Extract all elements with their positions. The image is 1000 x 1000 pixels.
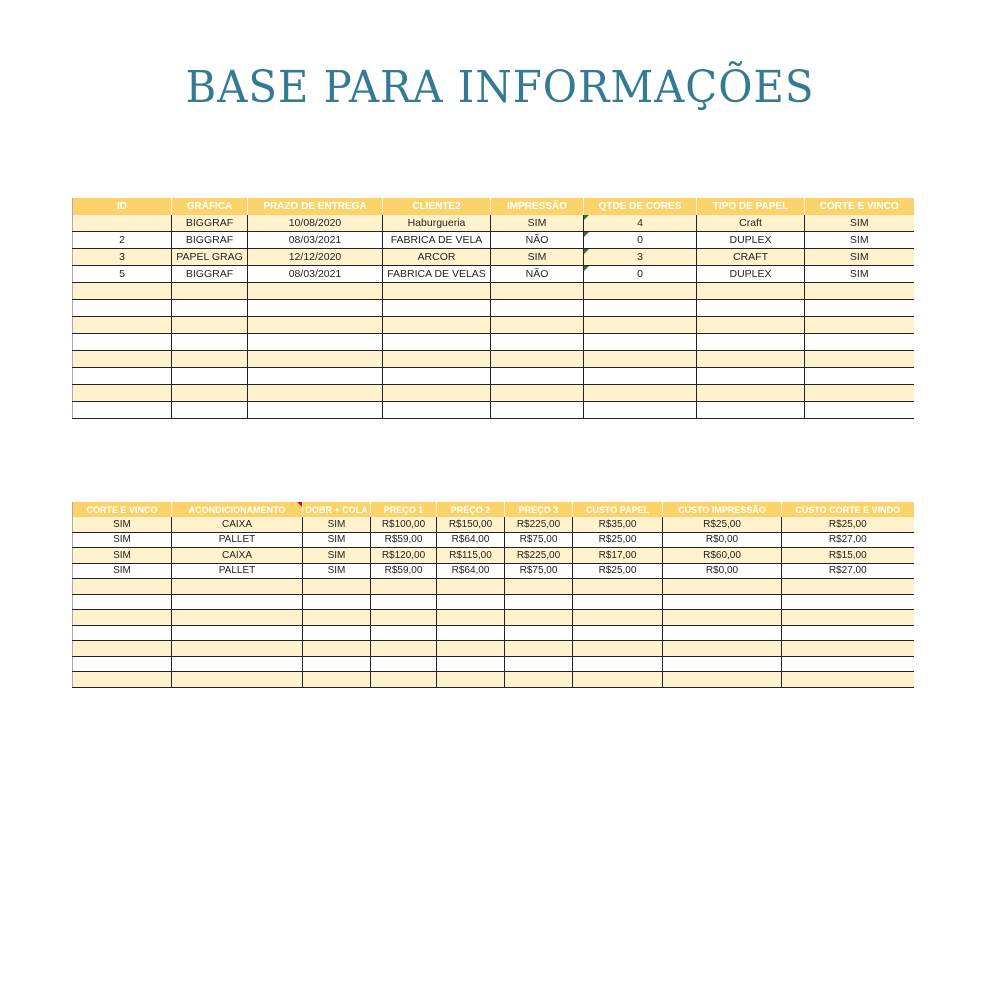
cell-tipo-de-papel[interactable]: DUPLEX xyxy=(697,266,805,283)
cell-id[interactable]: 5 xyxy=(73,266,172,283)
cell-qtde-de-cores[interactable]: 0 xyxy=(584,232,697,249)
cell-tipo-de-papel[interactable] xyxy=(697,351,805,368)
cell-qtde-de-cores[interactable]: 4 xyxy=(584,215,697,232)
table-row xyxy=(73,610,914,626)
column-header-grafica[interactable]: GRÁFICA xyxy=(172,198,248,215)
cell-tipo-de-papel[interactable]: Craft xyxy=(697,215,805,232)
cell-id[interactable] xyxy=(73,334,172,351)
cell-custo-corte-e-vindo[interactable] xyxy=(782,610,914,626)
cell-custo-corte-e-vindo[interactable] xyxy=(782,625,914,641)
cell-corte-e-vinco[interactable] xyxy=(805,300,914,317)
cell-qtde-de-cores[interactable]: 3 xyxy=(584,249,697,266)
cell-custo-corte-e-vindo[interactable]: R$27,00 xyxy=(782,563,914,579)
cell-cliente2[interactable] xyxy=(383,351,491,368)
cell-id[interactable] xyxy=(73,385,172,402)
cell-acondicionamento[interactable] xyxy=(172,625,303,641)
cell-corte-e-vinco[interactable]: SIM xyxy=(73,532,172,548)
table-row xyxy=(73,548,914,564)
cell-grafica[interactable] xyxy=(172,351,248,368)
cell-custo-corte-e-vindo[interactable] xyxy=(782,641,914,657)
column-header-corte-e-vinco[interactable]: CORTE E VINCO xyxy=(73,502,172,517)
cell-cliente2[interactable] xyxy=(383,334,491,351)
cell-preco-1[interactable]: R$59,00 xyxy=(371,532,437,548)
cell-corte-e-vinco[interactable] xyxy=(73,672,172,688)
cell-grafica[interactable] xyxy=(172,368,248,385)
cell-qtde-de-cores[interactable] xyxy=(584,283,697,300)
cell-custo-corte-e-vindo[interactable]: R$15,00 xyxy=(782,548,914,564)
cell-custo-impressao[interactable] xyxy=(663,672,782,688)
cell-corte-e-vinco[interactable]: SIM xyxy=(805,232,914,249)
cell-acondicionamento[interactable]: CAIXA xyxy=(172,517,303,532)
column-header-corte-e-vinco[interactable]: CORTE E VINCO xyxy=(805,198,914,215)
table-row xyxy=(73,641,914,657)
cell-dobr-cola[interactable] xyxy=(303,610,371,626)
cell-id[interactable]: 3 xyxy=(73,249,172,266)
cell-corte-e-vinco[interactable]: SIM xyxy=(73,548,172,564)
cell-preco-1[interactable] xyxy=(371,641,437,657)
cell-preco-1[interactable] xyxy=(371,610,437,626)
cell-preco-1[interactable] xyxy=(371,672,437,688)
cell-cliente2[interactable]: FABRICA DE VELA xyxy=(383,232,491,249)
cell-corte-e-vinco[interactable] xyxy=(805,351,914,368)
cell-preco-1[interactable] xyxy=(371,579,437,595)
column-header-qtde-de-cores[interactable]: QTDE DE CORES xyxy=(584,198,697,215)
spreadsheet-table-1 xyxy=(72,198,914,419)
cell-custo-corte-e-vindo[interactable]: R$27,00 xyxy=(782,532,914,548)
cell-corte-e-vinco[interactable]: SIM xyxy=(805,266,914,283)
cell-id[interactable] xyxy=(73,368,172,385)
cell-preco-1[interactable] xyxy=(371,625,437,641)
cell-qtde-de-cores[interactable] xyxy=(584,300,697,317)
column-header-prazo-de-entrega[interactable]: PRAZO DE ENTREGA xyxy=(248,198,383,215)
cell-custo-corte-e-vindo[interactable]: R$25,00 xyxy=(782,517,914,532)
cell-impressao[interactable] xyxy=(491,402,584,419)
cell-preco-1[interactable]: R$100,00 xyxy=(371,517,437,532)
cell-cliente2[interactable] xyxy=(383,402,491,419)
cell-prazo-de-entrega[interactable] xyxy=(248,351,383,368)
column-header-acondicionamento[interactable]: ACONDICIONAMENTO xyxy=(172,502,303,517)
cell-preco-3[interactable]: R$225,00 xyxy=(505,517,573,532)
cell-corte-e-vinco[interactable] xyxy=(805,283,914,300)
table-row xyxy=(73,563,914,579)
cell-preco-3[interactable] xyxy=(505,625,573,641)
cell-prazo-de-entrega[interactable] xyxy=(248,334,383,351)
cell-grafica[interactable]: BIGGRAF xyxy=(172,215,248,232)
table-row xyxy=(73,579,914,595)
cell-cliente2[interactable] xyxy=(383,368,491,385)
cell-corte-e-vinco[interactable] xyxy=(73,625,172,641)
cell-tipo-de-papel[interactable] xyxy=(697,368,805,385)
cell-tipo-de-papel[interactable] xyxy=(697,402,805,419)
cell-impressao[interactable]: NÃO xyxy=(491,232,584,249)
table-row xyxy=(73,266,914,283)
column-header-custo-impressao[interactable]: CUSTO IMPRESSÃO xyxy=(663,502,782,517)
cell-preco-3[interactable]: R$225,00 xyxy=(505,548,573,564)
cell-grafica[interactable] xyxy=(172,317,248,334)
cell-acondicionamento[interactable] xyxy=(172,610,303,626)
cell-preco-1[interactable]: R$120,00 xyxy=(371,548,437,564)
cell-custo-papel[interactable]: R$17,00 xyxy=(573,548,663,564)
cell-preco-2[interactable] xyxy=(437,656,505,672)
cell-custo-papel[interactable] xyxy=(573,656,663,672)
cell-custo-impressao[interactable] xyxy=(663,594,782,610)
cell-dobr-cola[interactable] xyxy=(303,672,371,688)
column-header-dobr-cola[interactable]: DOBR + COLA xyxy=(303,502,371,517)
cell-grafica[interactable] xyxy=(172,334,248,351)
cell-tipo-de-papel[interactable] xyxy=(697,300,805,317)
cell-preco-3[interactable] xyxy=(505,594,573,610)
cell-custo-corte-e-vindo[interactable] xyxy=(782,594,914,610)
table-row xyxy=(73,672,914,688)
cell-grafica[interactable]: BIGGRAF xyxy=(172,232,248,249)
cell-custo-impressao[interactable]: R$0,00 xyxy=(663,563,782,579)
cell-id[interactable] xyxy=(73,317,172,334)
table-row xyxy=(73,517,914,532)
cell-qtde-de-cores[interactable] xyxy=(584,334,697,351)
table-row xyxy=(73,351,914,368)
cell-custo-papel[interactable] xyxy=(573,641,663,657)
cell-grafica[interactable] xyxy=(172,385,248,402)
cell-impressao[interactable] xyxy=(491,334,584,351)
cell-preco-1[interactable] xyxy=(371,656,437,672)
cell-preco-2[interactable] xyxy=(437,625,505,641)
cell-tipo-de-papel[interactable]: CRAFT xyxy=(697,249,805,266)
cell-acondicionamento[interactable] xyxy=(172,672,303,688)
cell-id[interactable]: 2 xyxy=(73,232,172,249)
cell-corte-e-vinco[interactable] xyxy=(805,334,914,351)
cell-custo-corte-e-vindo[interactable] xyxy=(782,672,914,688)
cell-acondicionamento[interactable] xyxy=(172,656,303,672)
cell-prazo-de-entrega[interactable]: 12/12/2020 xyxy=(248,249,383,266)
cell-prazo-de-entrega[interactable] xyxy=(248,283,383,300)
cell-prazo-de-entrega[interactable]: 10/08/2020 xyxy=(248,215,383,232)
cell-prazo-de-entrega[interactable] xyxy=(248,300,383,317)
cell-dobr-cola[interactable]: SIM xyxy=(303,548,371,564)
cell-dobr-cola[interactable] xyxy=(303,579,371,595)
cell-dobr-cola[interactable] xyxy=(303,625,371,641)
table-row xyxy=(73,249,914,266)
cell-dobr-cola[interactable] xyxy=(303,641,371,657)
cell-preco-3[interactable] xyxy=(505,610,573,626)
cell-dobr-cola[interactable]: SIM xyxy=(303,563,371,579)
table-row xyxy=(73,215,914,232)
cell-preco-2[interactable]: R$64,00 xyxy=(437,563,505,579)
cell-custo-impressao[interactable] xyxy=(663,610,782,626)
cell-custo-impressao[interactable] xyxy=(663,656,782,672)
cell-custo-papel[interactable]: R$35,00 xyxy=(573,517,663,532)
cell-custo-corte-e-vindo[interactable] xyxy=(782,656,914,672)
cell-id[interactable] xyxy=(73,402,172,419)
cell-impressao[interactable] xyxy=(491,283,584,300)
cell-preco-3[interactable] xyxy=(505,656,573,672)
cell-preco-2[interactable] xyxy=(437,641,505,657)
column-header-id[interactable]: ID xyxy=(73,198,172,215)
column-header-impressao[interactable]: IMPRESSÃO xyxy=(491,198,584,215)
cell-cliente2[interactable]: ARCOR xyxy=(383,249,491,266)
cell-corte-e-vinco[interactable] xyxy=(805,402,914,419)
cell-dobr-cola[interactable] xyxy=(303,656,371,672)
cell-custo-impressao[interactable] xyxy=(663,625,782,641)
cell-corte-e-vinco[interactable] xyxy=(805,385,914,402)
cell-corte-e-vinco[interactable] xyxy=(73,579,172,595)
cell-preco-2[interactable] xyxy=(437,579,505,595)
column-header-preco-3[interactable]: PREÇO 3 xyxy=(505,502,573,517)
cell-custo-papel[interactable] xyxy=(573,579,663,595)
cell-impressao[interactable] xyxy=(491,351,584,368)
cell-dobr-cola[interactable] xyxy=(303,594,371,610)
column-header-custo-corte-e-vindo[interactable]: CUSTO CORTE E VINDO xyxy=(782,502,914,517)
cell-qtde-de-cores[interactable] xyxy=(584,368,697,385)
cell-grafica[interactable] xyxy=(172,402,248,419)
cell-corte-e-vinco[interactable] xyxy=(73,610,172,626)
table-row xyxy=(73,283,914,300)
cell-id[interactable] xyxy=(73,283,172,300)
cell-qtde-de-cores[interactable] xyxy=(584,402,697,419)
cell-id[interactable] xyxy=(73,351,172,368)
cell-impressao[interactable]: NÃO xyxy=(491,266,584,283)
cell-acondicionamento[interactable] xyxy=(172,579,303,595)
column-header-custo-papel[interactable]: CUSTO PAPEL xyxy=(573,502,663,517)
cell-impressao[interactable] xyxy=(491,368,584,385)
cell-grafica[interactable]: PAPEL GRAG xyxy=(172,249,248,266)
table-row xyxy=(73,402,914,419)
cell-preco-2[interactable] xyxy=(437,672,505,688)
cell-acondicionamento[interactable] xyxy=(172,594,303,610)
cell-cliente2[interactable]: Haburgueria xyxy=(383,215,491,232)
cell-preco-2[interactable] xyxy=(437,610,505,626)
cell-tipo-de-papel[interactable] xyxy=(697,317,805,334)
table-row xyxy=(73,656,914,672)
cell-cliente2[interactable] xyxy=(383,283,491,300)
cell-custo-impressao[interactable]: R$60,00 xyxy=(663,548,782,564)
table-row xyxy=(73,385,914,402)
cell-preco-3[interactable] xyxy=(505,579,573,595)
table-row xyxy=(73,334,914,351)
cell-acondicionamento[interactable]: CAIXA xyxy=(172,548,303,564)
cell-corte-e-vinco[interactable]: SIM xyxy=(805,249,914,266)
cell-corte-e-vinco[interactable] xyxy=(805,317,914,334)
cell-grafica[interactable] xyxy=(172,283,248,300)
column-header-tipo-de-papel[interactable]: TIPO DE PAPEL xyxy=(697,198,805,215)
table-row xyxy=(73,368,914,385)
cell-custo-papel[interactable]: R$25,00 xyxy=(573,532,663,548)
cell-preco-2[interactable]: R$115,00 xyxy=(437,548,505,564)
cell-corte-e-vinco[interactable]: SIM xyxy=(73,563,172,579)
cell-acondicionamento[interactable]: PALLET xyxy=(172,563,303,579)
cell-qtde-de-cores[interactable] xyxy=(584,385,697,402)
cell-preco-1[interactable]: R$59,00 xyxy=(371,563,437,579)
column-header-preco-1[interactable]: PREÇO 1 xyxy=(371,502,437,517)
cell-preco-3[interactable]: R$75,00 xyxy=(505,532,573,548)
cell-grafica[interactable] xyxy=(172,300,248,317)
table-row xyxy=(73,317,914,334)
cell-impressao[interactable] xyxy=(491,300,584,317)
cell-preco-3[interactable] xyxy=(505,672,573,688)
table-row xyxy=(73,594,914,610)
cell-dobr-cola[interactable]: SIM xyxy=(303,517,371,532)
page-title: BASE PARA INFORMAÇÕES xyxy=(185,62,815,113)
cell-grafica[interactable]: BIGGRAF xyxy=(172,266,248,283)
cell-custo-corte-e-vindo[interactable] xyxy=(782,579,914,595)
cell-impressao[interactable] xyxy=(491,317,584,334)
cell-impressao[interactable]: SIM xyxy=(491,215,584,232)
cell-cliente2[interactable]: FABRICA DE VELAS xyxy=(383,266,491,283)
table-row xyxy=(73,232,914,249)
cell-preco-2[interactable] xyxy=(437,594,505,610)
table-row xyxy=(73,300,914,317)
cell-preco-1[interactable] xyxy=(371,594,437,610)
table-row xyxy=(73,532,914,548)
cell-custo-impressao[interactable] xyxy=(663,641,782,657)
cell-cliente2[interactable] xyxy=(383,317,491,334)
cell-tipo-de-papel[interactable] xyxy=(697,385,805,402)
cell-acondicionamento[interactable] xyxy=(172,641,303,657)
cell-preco-3[interactable]: R$75,00 xyxy=(505,563,573,579)
cell-custo-papel[interactable] xyxy=(573,625,663,641)
cell-preco-2[interactable]: R$64,00 xyxy=(437,532,505,548)
cell-qtde-de-cores[interactable] xyxy=(584,351,697,368)
cell-custo-impressao[interactable] xyxy=(663,579,782,595)
cell-custo-impressao[interactable]: R$0,00 xyxy=(663,532,782,548)
cell-impressao[interactable]: SIM xyxy=(491,249,584,266)
cell-impressao[interactable] xyxy=(491,385,584,402)
cell-acondicionamento[interactable]: PALLET xyxy=(172,532,303,548)
cell-custo-papel[interactable]: R$25,00 xyxy=(573,563,663,579)
cell-tipo-de-papel[interactable] xyxy=(697,334,805,351)
spreadsheet-table-2 xyxy=(72,502,914,688)
cell-corte-e-vinco[interactable]: SIM xyxy=(73,517,172,532)
table-row xyxy=(73,625,914,641)
column-header-cliente2[interactable]: CLIENTE2 xyxy=(383,198,491,215)
cell-corte-e-vinco[interactable] xyxy=(73,656,172,672)
cell-custo-impressao[interactable]: R$25,00 xyxy=(663,517,782,532)
cell-id[interactable] xyxy=(73,300,172,317)
cell-prazo-de-entrega[interactable]: 08/03/2021 xyxy=(248,266,383,283)
cell-qtde-de-cores[interactable]: 0 xyxy=(584,266,697,283)
cell-custo-papel[interactable] xyxy=(573,610,663,626)
cell-prazo-de-entrega[interactable] xyxy=(248,317,383,334)
cell-corte-e-vinco[interactable]: SIM xyxy=(805,215,914,232)
cell-qtde-de-cores[interactable] xyxy=(584,317,697,334)
cell-custo-papel[interactable] xyxy=(573,672,663,688)
cell-preco-2[interactable]: R$150,00 xyxy=(437,517,505,532)
cell-cliente2[interactable] xyxy=(383,385,491,402)
cell-prazo-de-entrega[interactable] xyxy=(248,402,383,419)
cell-preco-3[interactable] xyxy=(505,641,573,657)
cell-custo-papel[interactable] xyxy=(573,594,663,610)
cell-corte-e-vinco[interactable] xyxy=(73,641,172,657)
cell-prazo-de-entrega[interactable] xyxy=(248,385,383,402)
cell-prazo-de-entrega[interactable]: 08/03/2021 xyxy=(248,232,383,249)
cell-corte-e-vinco[interactable] xyxy=(73,594,172,610)
column-header-preco-2[interactable]: PREÇO 2 xyxy=(437,502,505,517)
cell-id[interactable] xyxy=(73,215,172,232)
cell-cliente2[interactable] xyxy=(383,300,491,317)
cell-tipo-de-papel[interactable]: DUPLEX xyxy=(697,232,805,249)
cell-tipo-de-papel[interactable] xyxy=(697,283,805,300)
cell-prazo-de-entrega[interactable] xyxy=(248,368,383,385)
cell-dobr-cola[interactable]: SIM xyxy=(303,532,371,548)
cell-corte-e-vinco[interactable] xyxy=(805,368,914,385)
